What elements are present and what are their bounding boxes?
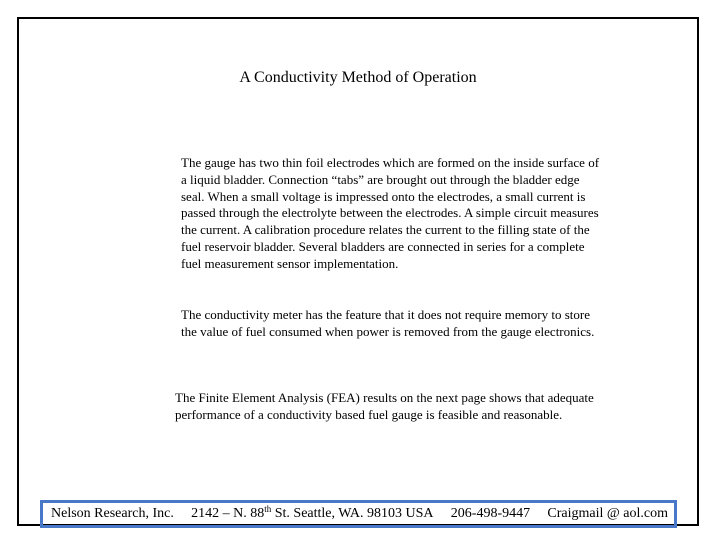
footer-address-rest: St. Seattle, WA. 98103 USA	[271, 506, 434, 521]
slide-title: A Conductivity Method of Operation	[239, 69, 477, 86]
footer-email[interactable]: Craigmail @ aol.com	[547, 506, 668, 521]
slide-frame	[17, 17, 699, 526]
paragraph-fea: The Finite Element Analysis (FEA) results on the next page shows that adequate performance of a conductivity based fuel gauge is feasible and reasonable.	[175, 390, 594, 422]
footer-contact-bar	[40, 500, 677, 528]
footer-phone: 206-498-9447	[450, 506, 531, 521]
paragraph-operation: The gauge has two thin foil electrodes which are formed on the inside surface of a liquid bladder. Connection “tabs” are brought out through the bladder edge seal. When a small voltage is impressed onto the electrodes, a small current is passed through the electrolyte between the electrodes. A simple circuit measures the current. A calibration procedure relates the current to the filling state of the fuel reservoir bladder. Several bladders are connected in series for a complete fuel measurement sensor implementation.	[181, 155, 600, 271]
footer-address-suffix: th	[264, 504, 272, 514]
footer-company: Nelson Research, Inc.	[51, 506, 174, 521]
paragraph-memory: The conductivity meter has the feature that it does not require memory to store the value of fuel consumed when power is removed from the gauge electronics.	[181, 307, 595, 339]
footer-address	[191, 506, 433, 522]
footer-address-number: 2142 – N. 88	[191, 506, 265, 521]
